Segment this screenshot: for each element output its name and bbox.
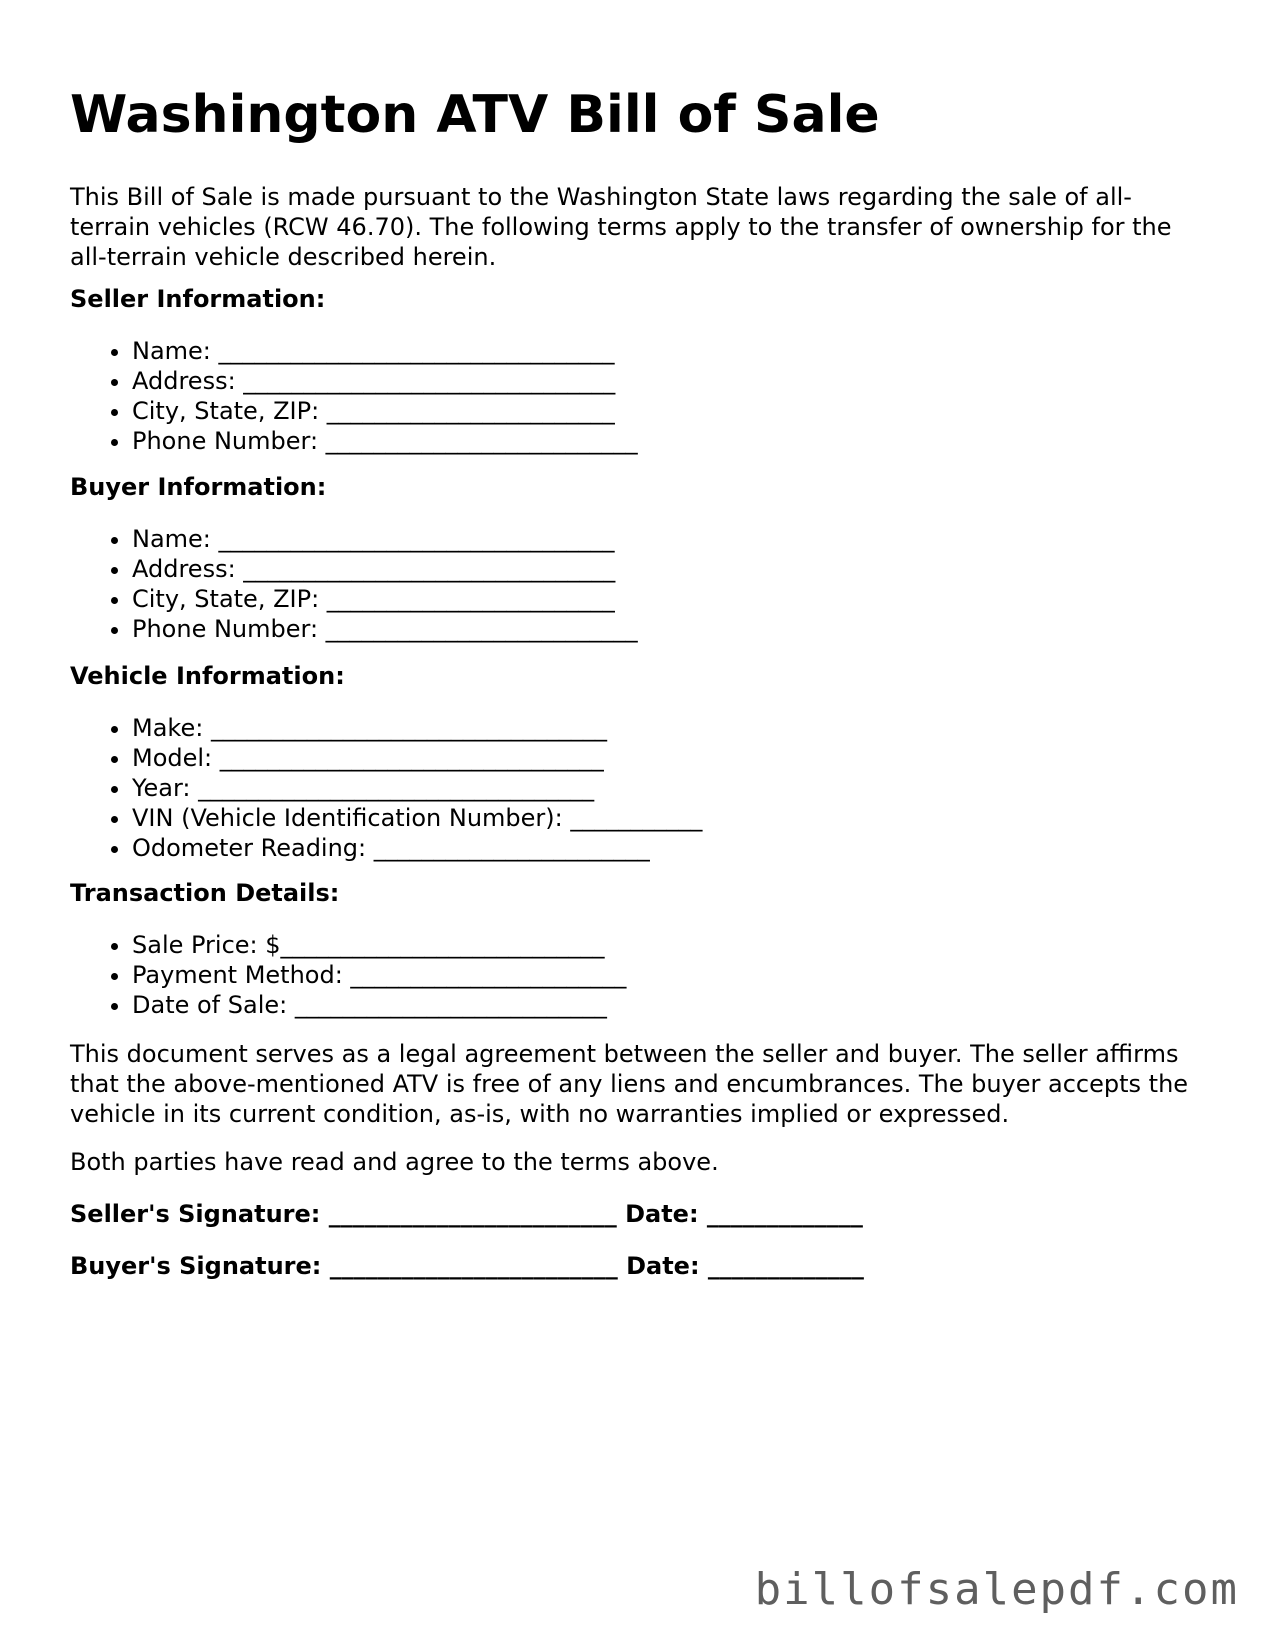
page-title: Washington ATV Bill of Sale xyxy=(70,85,880,145)
vehicle-odometer-field: • Odometer Reading: _______________________ xyxy=(132,833,702,863)
vehicle-model-field: • Model: ________________________________ xyxy=(132,743,702,773)
seller-phone-field: • Phone Number: __________________________ xyxy=(132,426,638,456)
date-of-sale-field: • Date of Sale: __________________________ xyxy=(132,990,626,1020)
buyer-signature-line: Buyer's Signature: ________________________ Date: _____________ xyxy=(70,1252,864,1280)
buyer-city-state-zip-field: • City, State, ZIP: ________________________ xyxy=(132,584,638,614)
vehicle-fields-list xyxy=(70,713,702,863)
buyer-address-field: • Address: _______________________________ xyxy=(132,554,638,584)
seller-address-field: • Address: _______________________________ xyxy=(132,366,638,396)
vehicle-year-field: • Year: _________________________________ xyxy=(132,773,702,803)
watermark: billofsalepdf.com xyxy=(754,1564,1239,1615)
agreement-paragraph: This document serves as a legal agreement between the seller and buyer. The seller affirms that the above-mentioned ATV is free of any liens and encumbrances. The buyer accepts the vehicle in its current condition, as-is, with no warranties implied or expressed. xyxy=(70,1040,1189,1128)
seller-signature-line: Seller's Signature: ________________________ Date: _____________ xyxy=(70,1200,863,1228)
vehicle-section-heading: Vehicle Information: xyxy=(70,662,345,690)
seller-city-state-zip-field: • City, State, ZIP: ________________________ xyxy=(132,396,638,426)
buyer-fields-list xyxy=(70,524,638,644)
transaction-section-heading: Transaction Details: xyxy=(70,879,340,907)
vehicle-make-field: • Make: _________________________________ xyxy=(132,713,702,743)
buyer-name-field: • Name: _________________________________ xyxy=(132,524,638,554)
seller-fields-list xyxy=(70,336,638,456)
seller-section-heading: Seller Information: xyxy=(70,285,326,313)
payment-method-field: • Payment Method: _______________________ xyxy=(132,960,626,990)
transaction-fields-list xyxy=(70,930,626,1020)
sale-price-field: • Sale Price: $___________________________ xyxy=(132,930,626,960)
vehicle-vin-field: • VIN (Vehicle Identification Number): ___________ xyxy=(132,803,702,833)
buyer-section-heading: Buyer Information: xyxy=(70,473,327,501)
seller-name-field: • Name: _________________________________ xyxy=(132,336,638,366)
intro-paragraph: This Bill of Sale is made pursuant to the Washington State laws regarding the sale of all-terrain vehicles (RCW 46.70). The following terms apply to the transfer of ownership for the all-terrain vehicle described herein. xyxy=(70,183,1172,271)
acknowledgment-paragraph: Both parties have read and agree to the terms above. xyxy=(70,1148,719,1176)
buyer-phone-field: • Phone Number: __________________________ xyxy=(132,614,638,644)
